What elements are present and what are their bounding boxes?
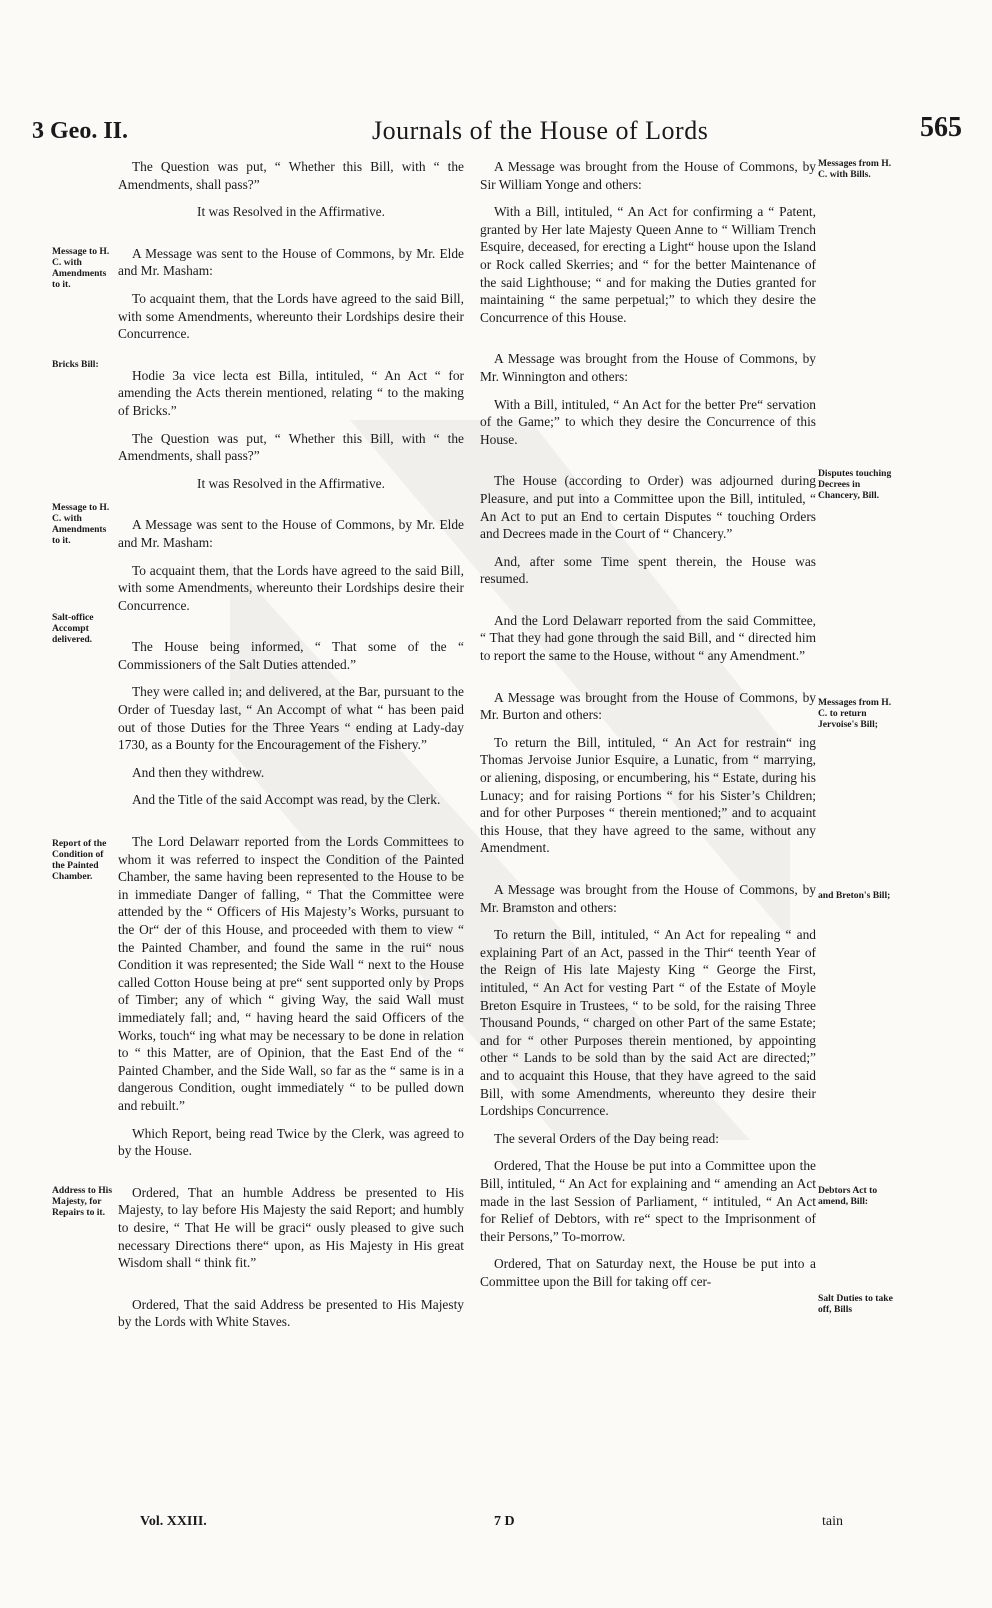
paragraph: Ordered, That an humble Address be presented to His Majesty, to lay before His Majesty the said Report; and humbly to desire, “ That He will be graci“ ously pleased to give such necessary Directions there“ upon, as His Majesty in His great Wisdom shall “ think fit.” — [118, 1184, 464, 1271]
paragraph: The House being informed, “ That some of the “ Commissioners of the Salt Duties attended.” — [118, 639, 464, 672]
paragraph: To acquaint them, that the Lords have agreed to the said Bill, with some Amendments, whereunto their Lordships desire their Concurrence. — [118, 562, 464, 613]
margin-note: and Breton's Bill; — [818, 890, 891, 901]
paragraph: With a Bill, intituled, “ An Act for confirming a “ Patent, granted by Her late Majesty Queen Anne to “ William Trench Esquire, deceased, for erecting a Light“ house upon the Island or Rock called Skerries; and “ for the better Maintenance of the said Lighthouse; “ and for making the Duties granted for maintaining “ the same perpetual;” to which they desire the Concurrence of this House. — [480, 204, 816, 325]
right-text-column — [480, 158, 816, 1300]
paragraph: And then they withdrew. — [132, 764, 265, 780]
paragraph: And the Title of the said Accompt was read, by the Clerk. — [132, 792, 441, 808]
catchword: tain — [822, 1514, 843, 1529]
paragraph: To acquaint them, that the Lords have agreed to the said Bill, with some Amendments, whereunto their Lordships desire their Concurrence. — [118, 290, 464, 342]
page-header — [32, 112, 962, 152]
paragraph: Ordered, That the House be put into a Committee upon the Bill, intituled, “ An Act for explaining and “ amending an Act made in the last Session of Parliament, “ intituled, “ An Act for Relief of Debtors, with re“ spect to the Imprisonment of their Persons,” To-morrow. — [480, 1158, 816, 1244]
margin-note: Bricks Bill: — [52, 359, 99, 370]
margin-note: Message to H. C. with Amendments to it. — [52, 246, 110, 290]
margin-note: Messages from H. C. to return Jervoise's Bill; — [818, 697, 892, 730]
paragraph: The Question was put, “ Whether this Bill, with “ the Amendments, shall pass?” — [118, 430, 464, 464]
paragraph: And the Lord Delawarr reported from the said Committee, “ That they had gone through the said Bill, and “ directed him to report the same to the House, without “ any Amendment.” — [480, 612, 816, 664]
paragraph: A Message was brought from the House of Commons, by Mr. Bramston and others: — [480, 882, 816, 915]
paragraph: A Message was brought from the House of Commons, by Mr. Burton and others: — [480, 689, 816, 723]
paragraph: They were called in; and delivered, at the Bar, pursuant to the Order of Tuesday last, “ An Accompt of what “ has been paid out of those Duties for the Three Years “ ending at Lady-day 1730, as a Bounty for the Encouragement of the Fishery.” — [118, 684, 464, 753]
paragraph: A Message was brought from the House of Commons, by Mr. Winnington and others: — [480, 351, 816, 384]
paragraph: Which Report, being read Twice by the Clerk, was agreed to by the House. — [118, 1125, 464, 1159]
margin-note: Disputes touching Decrees in Chancery, Bill. — [818, 468, 892, 501]
left-text-column — [118, 158, 464, 1341]
paragraph: With a Bill, intituled, “ An Act for the better Pre“ servation of the Game;” to which they desire the Concurrence of this House. — [480, 396, 816, 447]
paragraph: To return the Bill, intituled, “ An Act for repealing “ and explaining Part of an Act, passed in the Thir“ teenth Year of the Reign of His late Majesty King “ George the First, intituled, “ An Act for vesting Part “ of the Estate of Moyle Breton Esquire in Trustees, “ to be sold, for the raising Three Thousand Pounds, “ charged on other Part of the same Estate; and for “ other Purposes therein mentioned, by appointing other “ Lands to be sold than by the said Act are directed;” and to acquaint this House, that they have agreed to the said Bill, with some Amendments, whereunto they desire their Lordships Concurrence. — [480, 927, 816, 1119]
paragraph: A Message was sent to the House of Commons, by Mr. Elde and Mr. Masham: — [118, 245, 464, 279]
paragraph: The Question was put, “ Whether this Bill, with “ the Amendments, shall pass?” — [118, 159, 464, 192]
signature-mark: 7 D — [494, 1514, 515, 1529]
margin-note: Address to His Majesty, for Repairs to it. — [52, 1185, 113, 1218]
volume-label: Vol. XXIII. — [140, 1514, 207, 1529]
margin-note: Salt Duties to take off, Bills — [818, 1293, 893, 1315]
journal-title: Journals of the House of Lords — [372, 116, 709, 145]
paragraph: The several Orders of the Day being read: — [494, 1130, 719, 1146]
paragraph: A Message was sent to the House of Commons, by Mr. Elde and Mr. Masham: — [118, 517, 464, 550]
paragraph: Ordered, That the said Address be presented to His Majesty by the Lords with White Staves. — [118, 1296, 464, 1330]
margin-note: Message to H. C. with Amendments to it. — [52, 502, 110, 546]
paragraph: And, after some Time spent therein, the House was resumed. — [480, 553, 816, 587]
paragraph: Ordered, That on Saturday next, the House be put into a Committee upon the Bill for taking off cer- — [480, 1256, 816, 1289]
margin-note: Salt-office Accompt delivered. — [52, 612, 94, 645]
paragraph: Hodie 3a vice lecta est Billa, intituled, “ An Act “ for amending the Acts therein mentioned, relating “ to the making of Bricks.” — [118, 367, 464, 418]
paragraph: To return the Bill, intituled, “ An Act for restrain“ ing Thomas Jervoise Junior Esquire, a Lunatic, from “ marrying, or aliening, disposing, or encumbering, his “ Estate, during his Lunacy; and for raising Portions “ for his Sister’s Children; and for other Purposes “ therein mentioned;” and to acquaint this House, that they have agreed to the same, without any Amendment. — [480, 734, 816, 856]
paragraph: A Message was brought from the House of Commons, by Sir William Yonge and others: — [480, 159, 816, 192]
resolution-line: It was Resolved in the Affirmative. — [197, 475, 385, 491]
margin-note: Debtors Act to amend, Bill: — [818, 1185, 878, 1207]
paragraph: The Lord Delawarr reported from the Lords Committees to whom it was referred to inspect the Condition of the Painted Chamber, the same having been represented to the House to be in immediate Danger of falling, “ That the Committee were attended by the “ Officers of His Majesty’s Works, pursuant to the Or“ der of this House, and proceeded with them to view “ the Painted Chamber, and found the same in the rui“ nous Condition it was represented; the Side Wall “ next to the House called Cotton House being at pre“ sent supported only by Props of Timber; any of which “ giving Way, the said Wall must immediately fall; and, “ having heard the said Officers of the Works, touch“ ing what may be necessary to be done in relation to “ this Matter, are of Opinion, that the East End of the “ Painted Chamber, and the Side Wall, so far as the “ same is in a dangerous Condition, ought immediately “ to be pulled down and rebuilt.” — [118, 834, 464, 1113]
paragraph: The House (according to Order) was adjourned during Pleasure, and put into a Committee upon the Bill, intituled, “ An Act to put an End to certain Disputes “ touching Orders and Decrees made in the Court of “ Chancery.” — [480, 473, 816, 542]
margin-note: Messages from H. C. with Bills. — [818, 158, 892, 180]
page-number: 565 — [920, 112, 962, 143]
resolution-line: It was Resolved in the Affirmative. — [197, 204, 385, 220]
reign-label: 3 Geo. II. — [32, 118, 128, 144]
margin-note: Report of the Condition of the Painted Chamber. — [52, 838, 107, 882]
